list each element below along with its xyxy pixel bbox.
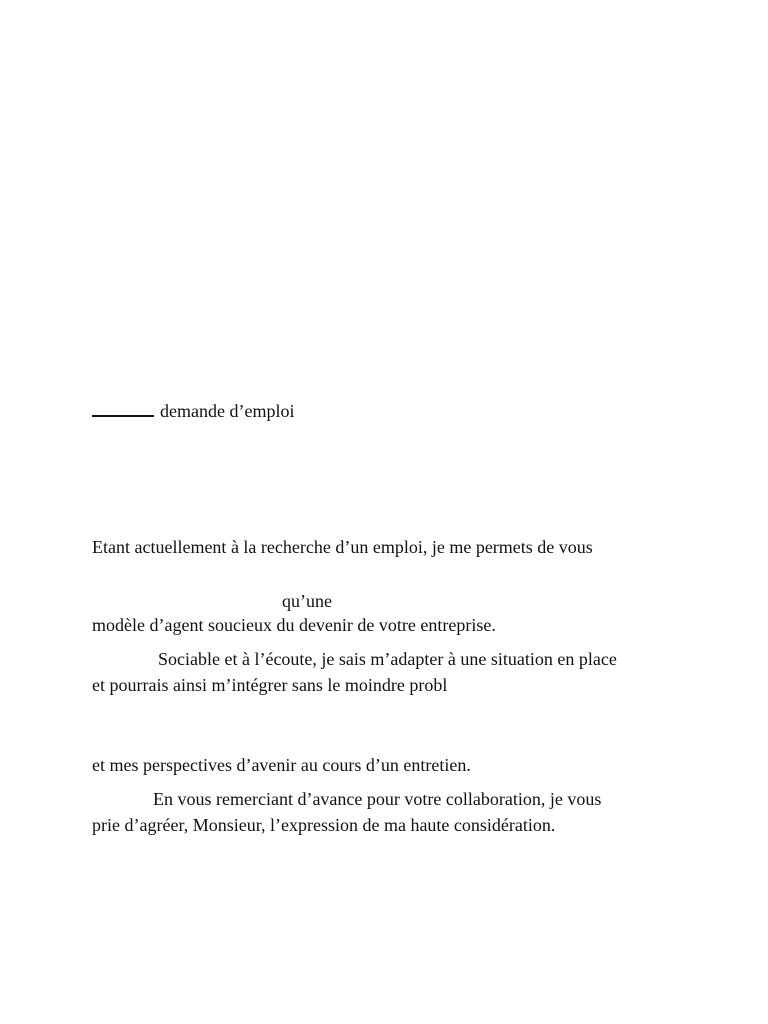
paragraph-1-fragment: qu’une	[282, 591, 332, 611]
paragraph-3-line-1: et mes perspectives d’avenir au cours d’un entretien.	[92, 755, 471, 775]
paragraph-1-line-1: Etant actuellement à la recherche d’un emploi, je me permets de vous	[92, 537, 593, 557]
paragraph-4-line-2: prie d’agréer, Monsieur, l’expression de ma haute considération.	[92, 815, 556, 835]
subject-blank-underline	[92, 401, 154, 417]
subject-line	[92, 400, 294, 422]
paragraph-2-line-2: et pourrais ainsi m’intégrer sans le moindre probl	[92, 675, 448, 695]
paragraph-1-line-3: modèle d’agent soucieux du devenir de votre entreprise.	[92, 615, 496, 635]
paragraph-2-line-1: Sociable et à l’écoute, je sais m’adapter à une situation en place	[158, 649, 617, 669]
paragraph-4-line-1: En vous remerciant d’avance pour votre collaboration, je vous	[153, 789, 602, 809]
subject-text: demande d’emploi	[160, 401, 295, 421]
